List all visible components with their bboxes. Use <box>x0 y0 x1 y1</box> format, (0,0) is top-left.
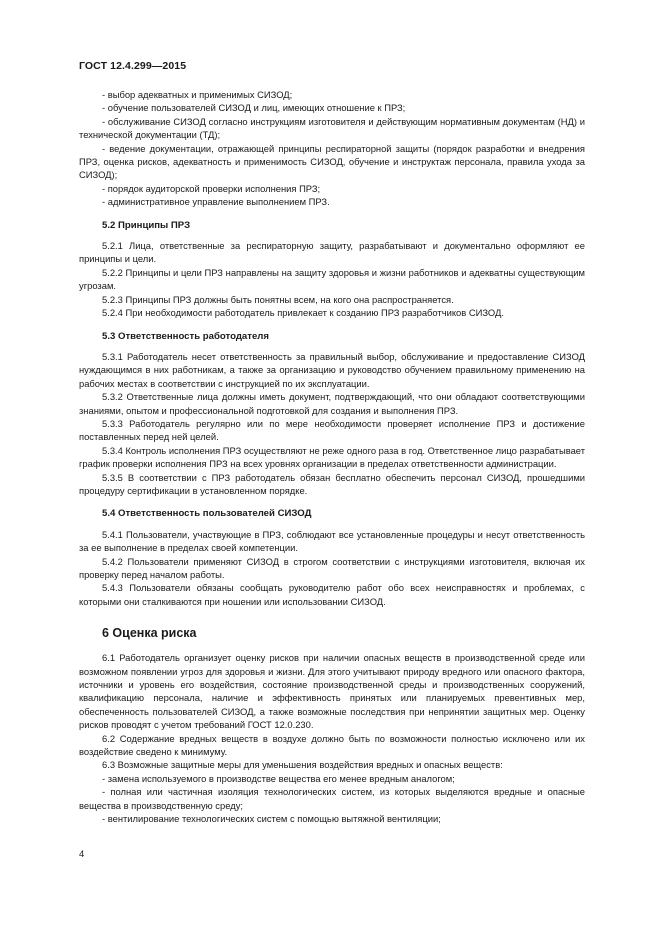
paragraph: 5.2.3 Принципы ПРЗ должны быть понятны всем, на кого она распространяется. <box>102 293 454 305</box>
paragraph: - обучение пользователей СИЗОД и лиц, имеющих отношение к ПРЗ; <box>102 102 406 114</box>
paragraph: 5.2.1 Лица, ответственные за респираторную защиту, разрабатывают и документально оформляют ее принципы и цели. <box>79 240 585 265</box>
document-body <box>79 88 585 826</box>
spacer <box>79 343 585 350</box>
spacer <box>79 320 585 330</box>
paragraph: - вентилирование технологических систем с помощью вытяжной вентиляции; <box>102 813 441 825</box>
paragraph: - порядок аудиторской проверки исполнения ПРЗ; <box>102 182 321 194</box>
spacer <box>79 209 585 219</box>
paragraph: 6.3 Возможные защитные меры для уменьшения воздействия вредных и опасных веществ: <box>102 759 503 771</box>
spacer <box>79 618 585 625</box>
paragraph: - полная или частичная изоляция технологических систем, из которых выделяются вредные и опасные вещества в производственную среду; <box>79 786 585 811</box>
paragraph: 5.3.4 Контроль исполнения ПРЗ осуществляют не реже одного раза в год. Ответственное лицо разрабатывает график проверки исполнения ПРЗ на всех уровнях организации в пределах ответственности администрации. <box>79 444 585 470</box>
section-heading: 5.2 Принципы ПРЗ <box>102 219 191 231</box>
paragraph: 6.2 Содержание вредных веществ в воздухе должно быть по возможности полностью исключено или их воздействие сведено к минимуму. <box>79 732 585 758</box>
paragraph: - выбор адекватных и применимых СИЗОД; <box>102 89 293 100</box>
paragraph: 5.3.2 Ответственные лица должны иметь документ, подтверждающий, что они обладают соответствующими знаниями, опытом и профессиональной подготовкой для создания и выполнения ПРЗ. <box>79 391 585 416</box>
paragraph: - ведение документации, отражающей принципы респираторной защиты (порядок разработки и внедрения ПРЗ, оценка рисков, адекватность и применимость СИЗОД, обучение и инструктаж персонала, правила ухода за СИЗОД); <box>79 142 585 181</box>
paragraph: 5.3.1 Работодатель несет ответственность за правильный выбор, обслуживание и предоставление СИЗОД нуждающимся в них работникам, а также за организацию и руководство обучением правильному применению на рабочих местах в соответствии с инструкцией по их эксплуатации. <box>79 350 585 389</box>
paragraph: - административное управление выполнением ПРЗ. <box>102 196 330 208</box>
spacer <box>79 641 585 651</box>
paragraph: 5.3.3 Работодатель регулярно или по мере необходимости проверяет исполнение ПРЗ и достижение поставленных перед ней целей. <box>79 417 585 443</box>
spacer <box>79 608 585 618</box>
spacer <box>79 521 585 528</box>
paragraph: - обслуживание СИЗОД согласно инструкциям изготовителя и действующим нормативным документам (НД) и технической документации (ТД); <box>79 115 585 141</box>
section-heading: 5.3 Ответственность работодателя <box>102 330 269 342</box>
page-number: 4 <box>79 849 85 860</box>
paragraph: 5.3.5 В соответствии с ПРЗ работодатель обязан бесплатно обеспечить персонал СИЗОД, прошедшими процедуру сертификации в установленном порядке. <box>79 471 585 496</box>
spacer <box>79 497 585 507</box>
paragraph: - замена используемого в производстве вещества его менее вредным аналогом; <box>102 772 455 784</box>
paragraph: 5.4.3 Пользователи обязаны сообщать руководителю работ обо всех неисправностях и проблемах, с которыми они сталкиваются при ношении или использовании СИЗОД. <box>79 582 585 607</box>
document-header: ГОСТ 12.4.299—2015 <box>79 60 187 72</box>
paragraph: 5.4.1 Пользователи, участвующие в ПРЗ, соблюдают все установленные процедуры и несут ответственность за ее выполнение в пределах своей компетенции. <box>79 528 585 554</box>
paragraph: 5.4.2 Пользователи применяют СИЗОД в строгом соответствии с инструкциями изготовителя, включая их проверку перед началом работы. <box>79 555 585 580</box>
paragraph: 6.1 Работодатель организует оценку рисков при наличии опасных веществ в производственной среде или возможном появлении угроз для здоровья и жизни. Для этого учитывают природу вредного или опасного фактора, источники и уровень его воздействия, состояние производственной среды и производственных сооружений, квалификацию персонала, наличие и эффективность принятых или планируемых превентивных мер, обеспеченность пользователей СИЗОД, а также возможные последствия при непринятии защитных мер. Оценку рисков проводят с учетом требований ГОСТ 12.0.230. <box>79 652 585 731</box>
paragraph: 5.2.4 При необходимости работодатель привлекает к созданию ПРЗ разработчиков СИЗОД. <box>102 307 504 319</box>
section-heading: 5.4 Ответственность пользователей СИЗОД <box>102 508 312 520</box>
paragraph: 5.2.2 Принципы и цели ПРЗ направлены на защиту здоровья и жизни работников и адекватны существующим угрозам. <box>79 266 585 292</box>
spacer <box>79 232 585 239</box>
chapter-heading: 6 Оценка риска <box>102 626 197 641</box>
